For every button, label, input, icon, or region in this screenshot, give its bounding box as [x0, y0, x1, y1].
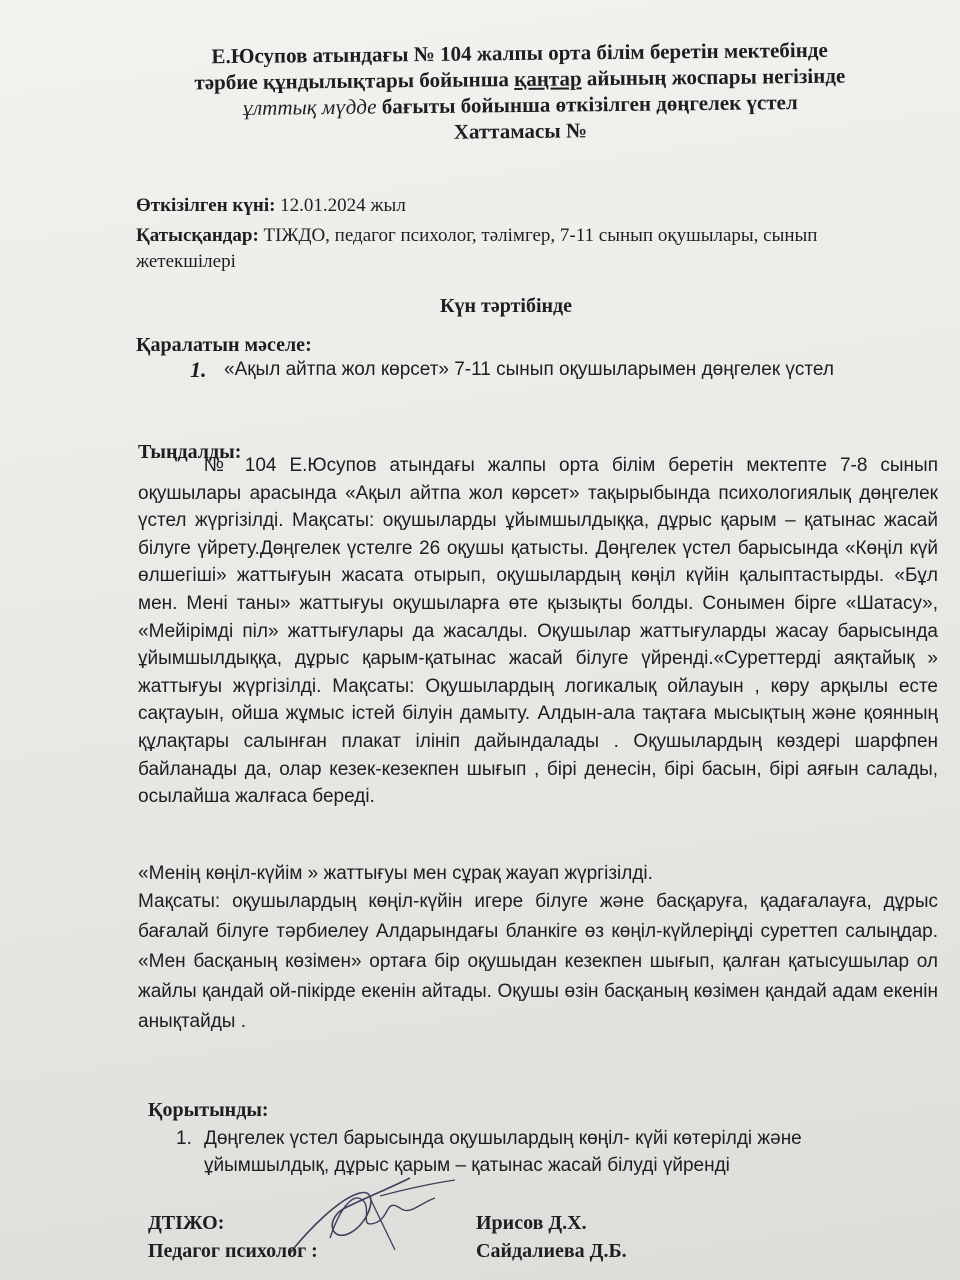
agenda-item-number: 1.: [190, 357, 207, 382]
date-label: Өткізілген күні:: [136, 195, 276, 216]
agenda-item-text: «Ақыл айтпа жол көрсет» 7-11 сынып оқушыларымен дөңгелек үстел: [224, 359, 834, 380]
header-month: қаңтар: [514, 66, 582, 92]
header-line-2-start: тәрбие құндылықтары бойынша: [194, 67, 515, 95]
heard-paragraph-1-text: № 104 Е.Юсупов атындағы жалпы орта білім беретін мектепте 7-8 сынып оқушылары арасында «Ақыл айтпа жол көрсет» тақырыбында психологиялық дөңгелек үстел жүргізілді. Мақсаты: оқушыларды ұйымшылдыққа, дұрыс қарым – қатынас жасай білуге үйрету.Дөңгелек үстелге 26 оқушы қатысты. Дөңгелек үстел барысында «Көңіл күй өлшегіші» жаттығуын жасата отырып, оқушылардың көңіл күйін қалыптастырды. «Бұл мен. Мені таны» жаттығуы оқушыларға өте қызықты болды. Сонымен бірге «Шатасу», «Мейірімді піл» жаттығулары да жасалды. Оқушылар жаттығуларды жасау барысында ұйымшылдыққа, дұрыс қарым-қатынас жасай білуге үйренді.«Суреттерді аяқтайық » жаттығуы жүргізілді. Мақсаты: Оқушылардың логикалық ойлауын , көру арқылы есте сақтауын, ойша жұмыс істей білуін дамыту. Алдын-ала тақтаға мысықтың және қоянның құлақтары салынған плакат ілініп дайындалады . Оқушылардың көздері шарфпен байланады да, олар кезек-кезекпен шығып , бірі денесін, бірі басын, бірі аяғын салады, осылайша жалғаса береді.: [138, 455, 938, 808]
document-header: [119, 36, 920, 148]
heard-paragraph-3: Мақсаты: оқушылардың көңіл-күйін игере білуге және басқаруға, қадағалауға, дұрыс бағалай білуге тәрбиелеу Алдарындағы бланкіге өз көңіл-күйлеріңді суреттеп салыңдар. «Мен басқаның көзімен» ортаға бір оқушыдан кезекпен шығып, қалған қатысушылар ол жайлы қандай ой-пікірде екенін айтады. Оқушы өзін басқаның көзімен қандай адам екенін анықтайды .: [138, 891, 938, 1032]
issue-label: Қаралатын мәселе:: [136, 334, 312, 356]
heard-paragraph-1: [138, 452, 938, 811]
header-line-2-end: айының жоспары негізінде: [581, 63, 846, 91]
agenda-item: [190, 356, 870, 383]
participants-label: Қатысқандар:: [136, 225, 259, 246]
header-line-1: Е.Юсупов атындағы № 104 жалпы орта білім беретін мектебінде: [211, 37, 828, 69]
signature-role-2: Педагог психолог :: [148, 1240, 318, 1262]
heard-title: Тыңдалды:: [138, 441, 242, 463]
conclusion-item-text: Дөңгелек үстел барысында оқушылардың көңіл- күйі көтерілді және ұйымшылдық, дұрыс қарым – қатынас жасай білуді үйренді: [204, 1128, 802, 1176]
conclusion-item-number: 1.: [176, 1128, 192, 1149]
header-line-3-end: бағыты бойынша өткізілген дөңгелек үстел: [376, 90, 798, 119]
agenda-title: Күн тәртібінде: [440, 295, 573, 317]
header-direction: ұлттық мүдде: [242, 94, 377, 120]
header-line-4: Хаттамасы №: [453, 118, 588, 144]
signature-name-1: Ирисов Д.Х.: [476, 1212, 587, 1234]
date-value: 12.01.2024 жыл: [275, 195, 406, 216]
meeting-date: [136, 193, 856, 219]
signature-role-1: ДТІЖО:: [148, 1212, 225, 1234]
participants-value: ТІЖДО, педагог психолог, тәлімгер, 7-11 сынып оқушылары, сынып жетекшілері: [136, 225, 818, 272]
heard-paragraph-2: «Менің көңіл-күйім » жаттығуы мен сұрақ жауап жүргізілді.: [138, 863, 653, 884]
conclusion-title: Қорытынды:: [148, 1099, 269, 1121]
participants: [136, 223, 826, 275]
signature-name-2: Сайдалиева Д.Б.: [476, 1240, 627, 1262]
